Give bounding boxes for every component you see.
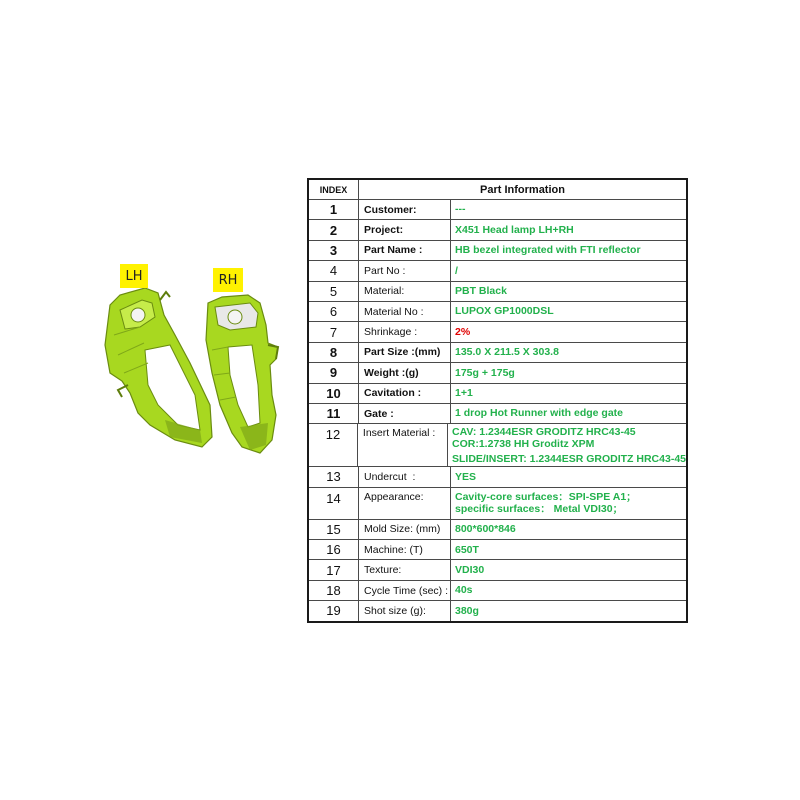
row-index: 2	[309, 220, 359, 239]
row-value: 650T	[455, 543, 479, 556]
table-row	[309, 559, 686, 579]
row-label: Shrinkage :	[359, 322, 451, 341]
table-row	[309, 240, 686, 260]
row-index: 19	[309, 601, 359, 620]
row-label: Project:	[359, 220, 451, 239]
row-index: 15	[309, 520, 359, 539]
table-row	[309, 321, 686, 341]
row-value: 800*600*846	[455, 523, 516, 536]
row-label: Machine: (T)	[359, 540, 451, 559]
part-images	[100, 255, 300, 465]
lh-label: LH	[120, 264, 148, 288]
row-label: Material:	[359, 282, 451, 301]
row-index: 13	[309, 467, 359, 486]
row-index: 14	[309, 488, 359, 519]
row-value: 135.0 X 211.5 X 303.8	[455, 346, 559, 359]
table-row	[309, 580, 686, 600]
row-value: 380g	[455, 604, 479, 617]
rh-label: RH	[213, 268, 243, 292]
row-value: PBT Black	[455, 285, 507, 297]
row-label: Cycle Time (sec) :	[359, 581, 451, 600]
table-row	[309, 281, 686, 301]
row-value: 175g + 175g	[455, 366, 515, 379]
table-row	[309, 403, 686, 423]
row-label: Insert Material :	[358, 424, 448, 466]
row-value-line: specific surfaces： Metal VDI30；	[455, 503, 624, 516]
row-value-line: Cavity-core surfaces：SPI-SPE A1；	[455, 490, 637, 503]
rh-part-image	[206, 295, 278, 453]
row-value: ---	[455, 203, 466, 216]
table-row	[309, 487, 686, 519]
row-value: HB bezel integrated with FTI reflector	[455, 244, 641, 257]
row-value: /	[455, 264, 458, 277]
row-label: Undercut :	[359, 467, 451, 486]
table-row	[309, 423, 686, 466]
row-value-line: CAV: 1.2344ESR GRODITZ HRC43-45	[452, 425, 636, 438]
row-label: Gate :	[359, 404, 451, 423]
index-header: INDEX	[309, 180, 359, 199]
table-header-row	[309, 180, 686, 199]
row-index: 8	[309, 343, 359, 362]
row-value: 2%	[455, 325, 471, 338]
row-index: 9	[309, 363, 359, 382]
row-label: Shot size (g):	[359, 601, 451, 620]
row-value: X451 Head lamp LH+RH	[455, 223, 574, 236]
table-row	[309, 362, 686, 382]
row-label: Part Size :(mm)	[359, 343, 451, 362]
row-value: 1+1	[455, 386, 473, 399]
row-label: Part Name :	[359, 241, 451, 260]
row-value-line: SLIDE/INSERT: 1.2344ESR GRODITZ HRC43-45	[452, 452, 686, 465]
row-label: Material No :	[359, 302, 451, 321]
lh-part-image	[105, 288, 212, 447]
table-row	[309, 260, 686, 280]
row-label: Appearance:	[359, 488, 451, 519]
row-index: 4	[309, 261, 359, 280]
row-index: 5	[309, 282, 359, 301]
row-value: YES	[455, 470, 477, 483]
table-row	[309, 539, 686, 559]
table-row	[309, 199, 686, 219]
part-information-header: Part Information	[480, 183, 565, 196]
table-row	[309, 383, 686, 403]
table-row	[309, 519, 686, 539]
row-value: 40s	[455, 584, 473, 597]
row-index: 7	[309, 322, 359, 341]
row-value: LUPOX GP1000DSL	[455, 305, 554, 318]
row-index: 17	[309, 560, 359, 579]
row-label: Customer:	[359, 200, 451, 219]
table-row	[309, 219, 686, 239]
row-label: Mold Size: (mm)	[359, 520, 451, 539]
row-index: 16	[309, 540, 359, 559]
row-index: 12	[309, 424, 358, 466]
row-value: 1 drop Hot Runner with edge gate	[455, 407, 624, 420]
table-row	[309, 301, 686, 321]
table-row	[309, 342, 686, 362]
part-information-table	[307, 178, 688, 623]
row-index: 18	[309, 581, 359, 600]
row-index: 3	[309, 241, 359, 260]
row-index: 6	[309, 302, 359, 321]
row-label: Cavitation :	[359, 384, 451, 403]
row-value-line: COR:1.2738 HH Groditz XPM	[452, 438, 595, 451]
row-label: Texture:	[359, 560, 451, 579]
row-index: 1	[309, 200, 359, 219]
table-row	[309, 600, 686, 620]
table-row	[309, 466, 686, 486]
row-label: Weight :(g)	[359, 363, 451, 382]
row-label: Part No :	[359, 261, 451, 280]
row-index: 11	[309, 404, 359, 423]
row-value: VDI30	[455, 563, 485, 576]
row-index: 10	[309, 384, 359, 403]
